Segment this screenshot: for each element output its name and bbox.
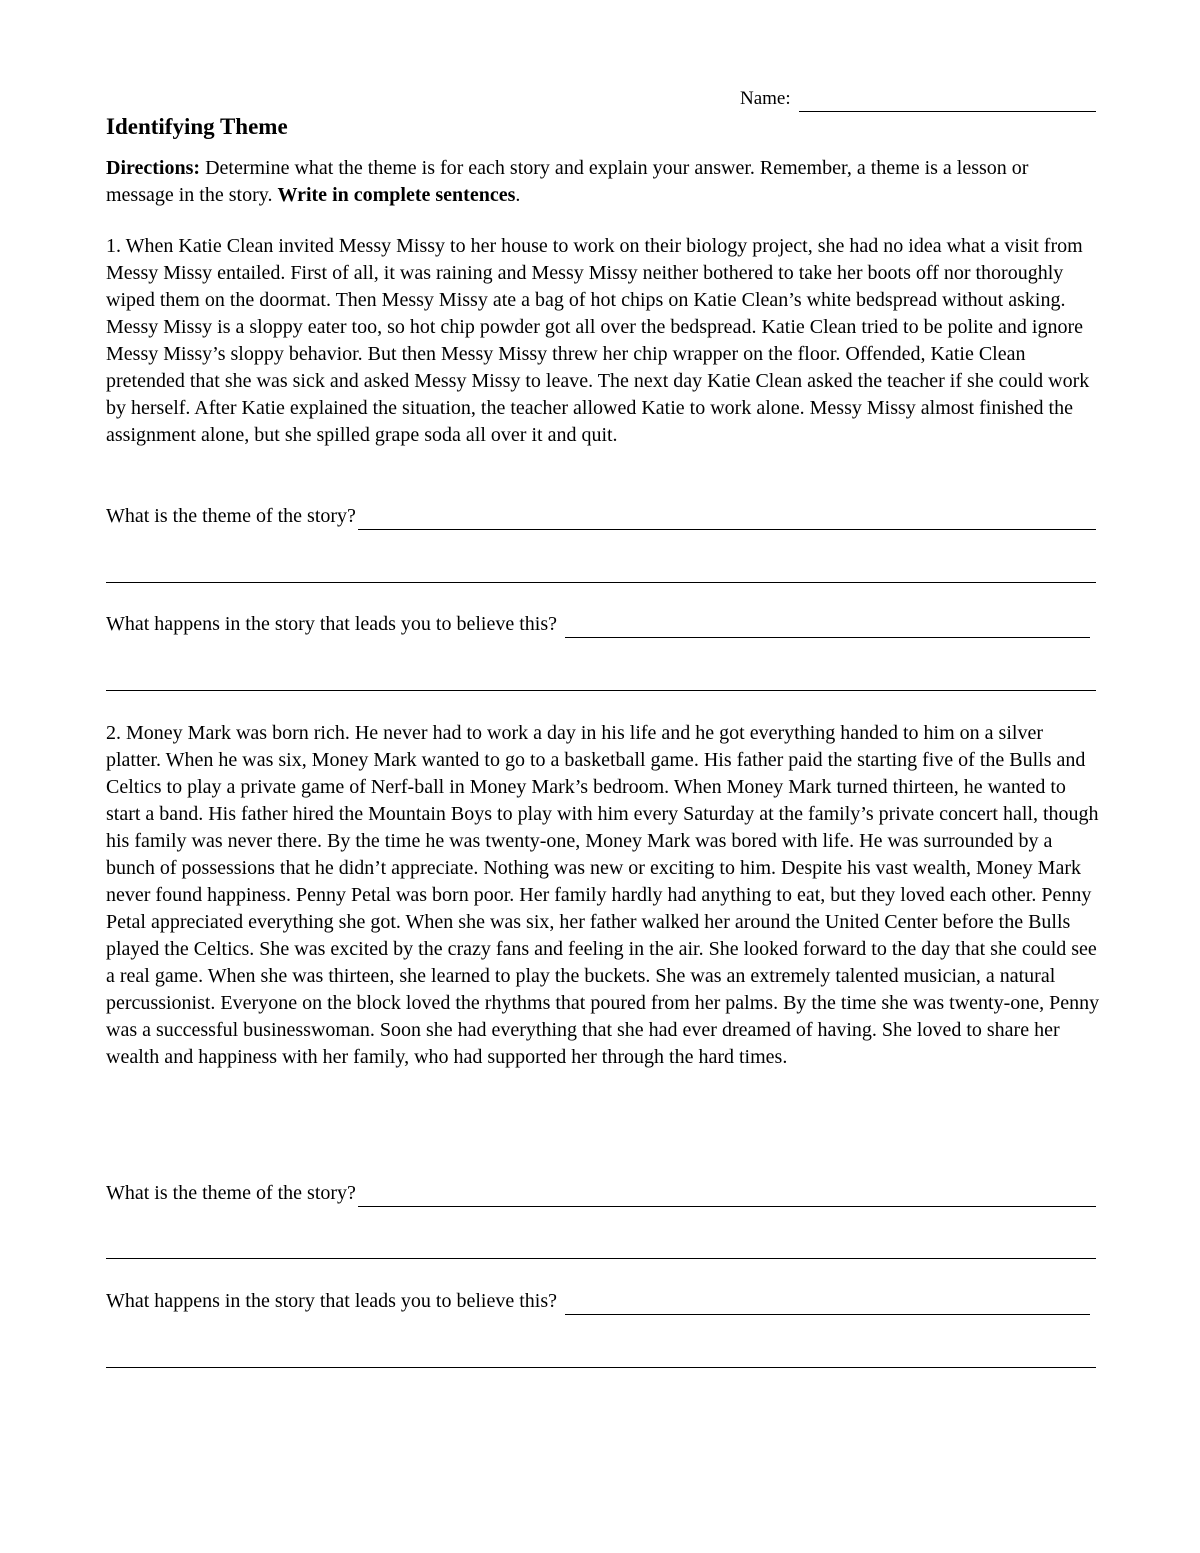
name-field-row (740, 86, 1096, 112)
directions-text: Determine what the theme is for each story and explain your answer. Remember, a theme is a lesson or message in the story. (106, 157, 1029, 206)
story-1-passage: 1. When Katie Clean invited Messy Missy to her house to work on their biology project, she had no idea what a visit from Messy Missy entailed. First of all, it was raining and Messy Missy neither bothered to take her boots off nor thoroughly wiped them on the doormat. Then Messy Missy ate a bag of hot chips on Katie Clean’s white bedspread without asking. Messy Missy is a sloppy eater too, so hot chip powder got all over the bedspread. Katie Clean tried to be polite and ignore Messy Missy’s sloppy behavior. But then Messy Missy threw her chip wrapper on the floor. Offended, Katie Clean pretended that she was sick and asked Messy Missy to leave. The next day Katie Clean asked the teacher if she could work by herself. After Katie explained the situation, the teacher allowed Katie to work alone. Messy Missy almost finished the assignment alone, but she spilled grape soda all over it and quit. (106, 235, 1090, 446)
story-1-theme-answer-line[interactable] (358, 509, 1096, 530)
story-2-passage: 2. Money Mark was born rich. He never had to work a day in his life and he got everything handed to him on a silver platter. When he was six, Money Mark wanted to go to a basketball game. His father paid the starting five of the Bulls and Celtics to play a private game of Nerf-ball in Money Mark’s bedroom. When Money Mark turned thirteen, he wanted to start a band. His father hired the Mountain Boys to play with him every Saturday at the family’s private concert hall, though his family was never there. By the time he was twenty-one, Money Mark was bored with life. He was surrounded by a bunch of possessions that he didn’t appreciate. Nothing was new or exciting to him. Despite his vast wealth, Money Mark never found happiness. Penny Petal was born poor. Her family hardly had anything to eat, but they loved each other. Penny Petal appreciated everything she got. When she was six, her father walked her around the United Center before the Bulls played the Celtics. She was excited by the crazy fans and feeling in the air. She looked forward to the day that she could see a real game. When she was thirteen, she learned to play the buckets. She was an extremely talented musician, a natural percussionist. Everyone on the block loved the rhythms that poured from her palms. By the time she was twenty-one, Penny was a successful businesswoman. Soon she had everything that she had ever dreamed of having. She loved to share her wealth and happiness with her family, who had supported her through the hard times. (106, 722, 1100, 1068)
directions-emphasis: Write in complete sentences (277, 184, 516, 206)
story-2-evidence-question-text: What happens in the story that leads you to believe this? (106, 1290, 557, 1312)
story-2-theme-question-text: What is the theme of the story? (106, 1182, 356, 1204)
story-2-theme-answer-line[interactable] (358, 1186, 1096, 1207)
story-2-theme-question (106, 1180, 1096, 1207)
story-1-evidence-question-text: What happens in the story that leads you to believe this? (106, 613, 557, 635)
worksheet-title: Identifying Theme (106, 114, 288, 139)
story-1-theme-question-text: What is the theme of the story? (106, 505, 356, 527)
story-1-evidence-question (106, 611, 1096, 638)
story-2-theme-answer-line-2[interactable] (106, 1258, 1096, 1259)
directions-label: Directions: (106, 157, 201, 179)
name-input-line[interactable] (799, 91, 1096, 112)
story-1-evidence-answer-line[interactable] (565, 617, 1090, 638)
story-2-evidence-answer-line[interactable] (565, 1294, 1090, 1315)
story-2-evidence-question (106, 1288, 1096, 1315)
directions (106, 155, 1101, 209)
story-1-theme-question (106, 503, 1096, 530)
name-label: Name: (740, 88, 791, 109)
story-1-theme-answer-line-2[interactable] (106, 582, 1096, 583)
directions-end: . (515, 184, 521, 206)
story-2-evidence-answer-line-2[interactable] (106, 1367, 1096, 1368)
story-1-evidence-answer-line-2[interactable] (106, 690, 1096, 691)
